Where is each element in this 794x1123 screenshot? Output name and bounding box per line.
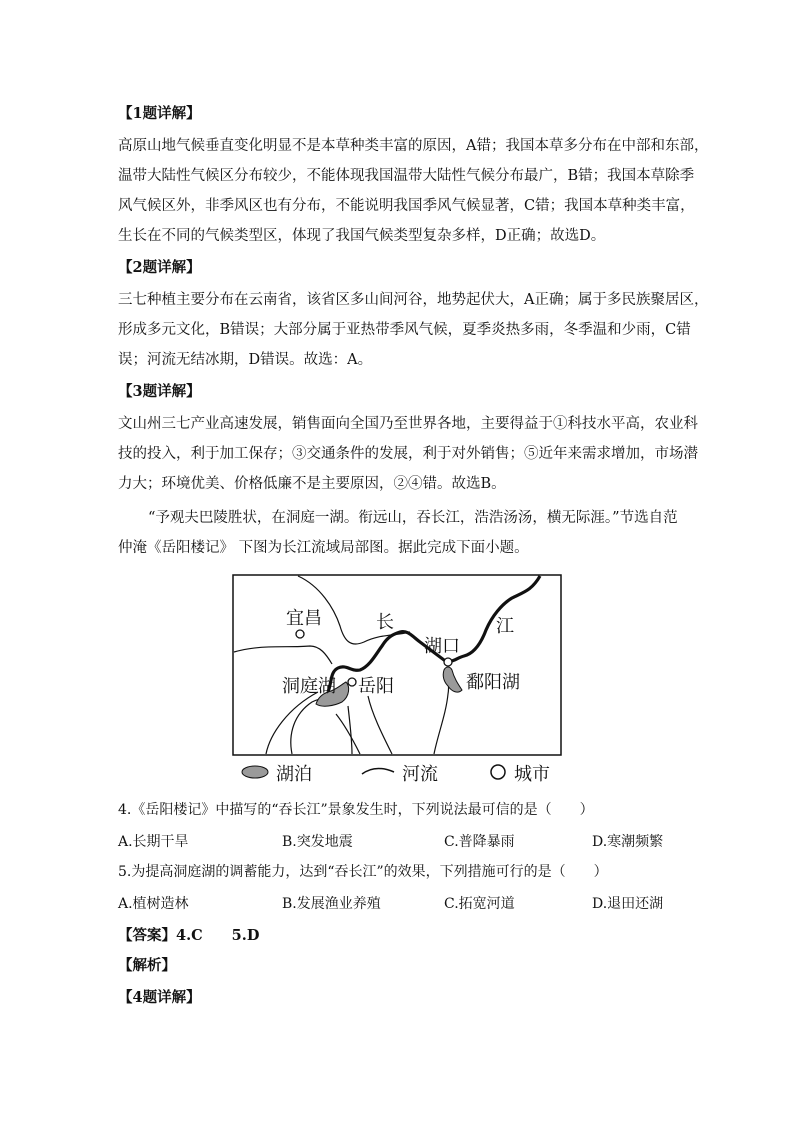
q2-line-2: 形成多元文化，B错误；大部分属于亚热带季风气候，夏季炎热多雨，冬季温和少雨，C错 — [118, 322, 691, 338]
legend-river-label: 河流 — [402, 764, 438, 785]
legend-city-label: 城市 — [514, 764, 550, 785]
q1-line-1: 高原山地气候垂直变化明显不是本草种类丰富的原因，A错；我国本草多分布在中部和东部， — [118, 138, 709, 154]
yangtze-map — [232, 574, 562, 756]
q3-header: 【3题详解】 — [118, 383, 201, 400]
yueyang-city-marker — [348, 678, 356, 686]
q4-detail-header: 【4题详解】 — [118, 989, 201, 1006]
map-frame — [233, 575, 561, 755]
analysis-header: 【解析】 — [118, 957, 176, 974]
intro-line-1: “予观夫巴陵胜状，在洞庭一湖。衔远山，吞长江，浩浩汤汤，横无际涯。”节选自范 — [148, 510, 678, 526]
city-legend-icon — [488, 762, 508, 782]
label-yueyang: 岳阳 — [358, 676, 394, 697]
q1-line-4: 生长在不同的气候类型区，体现了我国气候类型复杂多样，D正确；故选D。 — [118, 228, 606, 244]
q5-option-b: B.发展渔业养殖 — [282, 896, 381, 912]
label-yichang: 宜昌 — [286, 608, 322, 629]
label-hukou: 湖口 — [424, 636, 460, 657]
q2-line-3: 误；河流无结冰期，D错误。故选：A。 — [118, 352, 373, 368]
label-chang: 长 — [376, 612, 394, 633]
q4-option-d: D.寒潮频繁 — [592, 834, 664, 850]
q4-option-c: C.普降暴雨 — [444, 834, 515, 850]
map-legend — [236, 760, 566, 785]
answer-line: 【答案】4.C 5.D — [118, 927, 260, 944]
hukou-city-marker — [444, 658, 452, 666]
q3-line-3: 力大；环境优美、价格低廉不是主要原因，②④错。故选B。 — [118, 476, 506, 492]
q2-header: 【2题详解】 — [118, 259, 201, 276]
q1-line-3: 风气候区外，非季风区也有分布，不能说明我国季风气候显著，C错；我国本草种类丰富， — [118, 198, 695, 214]
q1-line-2: 温带大陆性气候区分布较少，不能体现我国温带大陆性气候分布最广，B错；我国本草除季 — [118, 168, 695, 184]
q5-option-c: C.拓宽河道 — [444, 896, 515, 912]
river-legend-icon — [360, 762, 396, 778]
q5-option-d: D.退田还湖 — [592, 896, 664, 912]
q5-option-a: A.植树造林 — [118, 896, 189, 912]
label-dongting: 洞庭湖 — [282, 676, 336, 697]
label-poyang: 鄱阳湖 — [466, 672, 520, 693]
yichang-city-marker — [296, 630, 304, 638]
q2-line-1: 三七种植主要分布在云南省，该省区多山间河谷，地势起伏大，A正确；属于多民族聚居区， — [118, 292, 709, 308]
q3-line-1: 文山州三七产业高速发展，销售面向全国乃至世界各地，主要得益于①科技水平高，农业科 — [118, 416, 698, 432]
q1-header: 【1题详解】 — [118, 105, 201, 122]
q5-stem: 5.为提高洞庭湖的调蓄能力，达到“吞长江”的效果，下列措施可行的是（ ） — [118, 864, 608, 880]
intro-line-2: 仲淹《岳阳楼记》 下图为长江流域局部图。据此完成下面小题。 — [118, 540, 529, 556]
lake-legend-icon — [240, 764, 270, 780]
q3-line-2: 技的投入，利于加工保存；③交通条件的发展，利于对外销售；⑤近年来需求增加，市场潜 — [118, 446, 698, 462]
q4-option-a: A.长期干旱 — [118, 834, 189, 850]
q4-stem: 4.《岳阳楼记》中描写的“吞长江”景象发生时，下列说法最可信的是（ ） — [118, 802, 594, 818]
legend-lake-label: 湖泊 — [276, 764, 312, 785]
label-jiang: 江 — [496, 616, 514, 637]
q4-option-b: B.突发地震 — [282, 834, 353, 850]
